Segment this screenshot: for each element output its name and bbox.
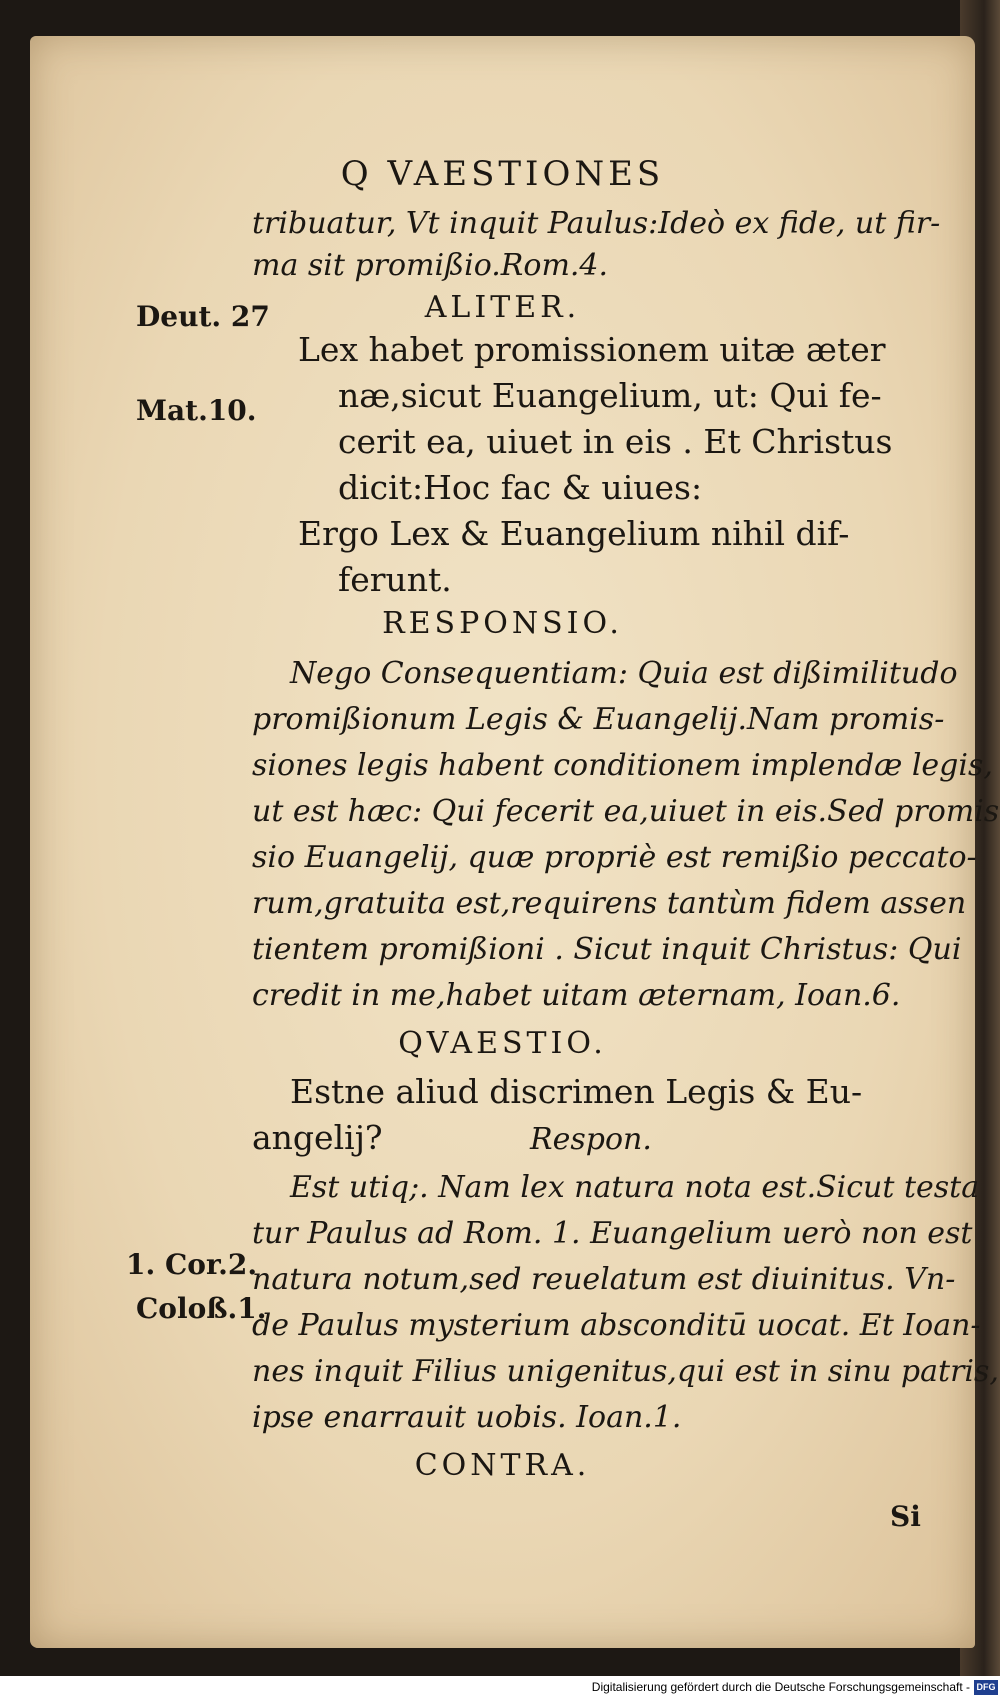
- argument-line: dicit:Hoc fac & uiues:: [338, 468, 703, 507]
- answer-line: nes inquit Filius unigenitus,qui est in sinu patris,: [252, 1354, 999, 1389]
- responsio-line: tientem promißioni . Sicut inquit Christus: Qui: [252, 932, 962, 967]
- footer-text: Digitalisierung gefördert durch die Deutsche Forschungsgemeinschaft -: [591, 1680, 970, 1694]
- answer-line: Est utiq;. Nam lex natura nota est.Sicut testa: [290, 1170, 980, 1205]
- responsio-line: sio Euangelij, quæ propriè est remißio peccato-: [252, 840, 977, 875]
- answer-line: tur Paulus ad Rom. 1. Euangelium uerò non est: [252, 1216, 973, 1251]
- book-page: [30, 36, 1000, 1648]
- margin-note-deut: Deut. 27: [136, 300, 270, 333]
- heading-responsio: RESPONSIO.: [382, 606, 623, 641]
- running-header: Q VAESTIONES: [340, 154, 665, 194]
- argument-line: Ergo Lex & Euangelium nihil dif-: [298, 514, 850, 553]
- margin-note-mat: Mat.10.: [136, 394, 257, 427]
- argument-line: næ,sicut Euangelium, ut: Qui fe-: [338, 376, 882, 415]
- answer-line: de Paulus mysterium absconditū uocat. Et Ioan-: [252, 1308, 981, 1343]
- responsio-line: siones legis habent conditionem implendæ legis,: [252, 748, 993, 783]
- catchword: Si: [890, 1500, 921, 1533]
- margin-note-cor: 1. Cor.2.: [126, 1248, 258, 1281]
- digitization-footer: [0, 1676, 1000, 1699]
- heading-quaestio: QVAESTIO.: [398, 1026, 607, 1061]
- answer-line: natura notum,sed reuelatum est diuinitus. Vn-: [252, 1262, 956, 1297]
- heading-contra: CONTRA.: [414, 1448, 591, 1483]
- heading-aliter: ALITER.: [424, 290, 581, 325]
- answer-line: ipse enarrauit uobis. Ioan.1.: [252, 1400, 682, 1435]
- quaestio-line: angelij?: [252, 1118, 383, 1157]
- responsio-line: ut est hæc: Qui fecerit ea,uiuet in eis.Sed promis: [252, 794, 1000, 829]
- responsio-line: promißionum Legis & Euangelij.Nam promis-: [252, 702, 945, 737]
- responsio-line: rum,gratuita est,requirens tantùm fidem assen: [252, 886, 967, 921]
- responsio-line: Nego Consequentiam: Quia est dißimilitudo: [290, 656, 958, 691]
- responsio-line: credit in me,habet uitam æternam, Ioan.6.: [252, 978, 901, 1013]
- dfg-logo-icon: DFG: [974, 1680, 998, 1695]
- text-line: tribuatur, Vt inquit Paulus:Ideò ex fide, ut fir-: [252, 206, 941, 241]
- quaestio-line: Estne aliud discrimen Legis & Eu-: [290, 1072, 863, 1111]
- argument-line: cerit ea, uiuet in eis . Et Christus: [338, 422, 893, 461]
- argument-line: ferunt.: [338, 560, 452, 599]
- respon-label: Respon.: [530, 1122, 652, 1157]
- margin-note-coloss: Coloß.1.: [136, 1292, 267, 1325]
- argument-line: Lex habet promissionem uitæ æter: [298, 330, 886, 369]
- text-line: ma sit promißio.Rom.4.: [252, 248, 609, 283]
